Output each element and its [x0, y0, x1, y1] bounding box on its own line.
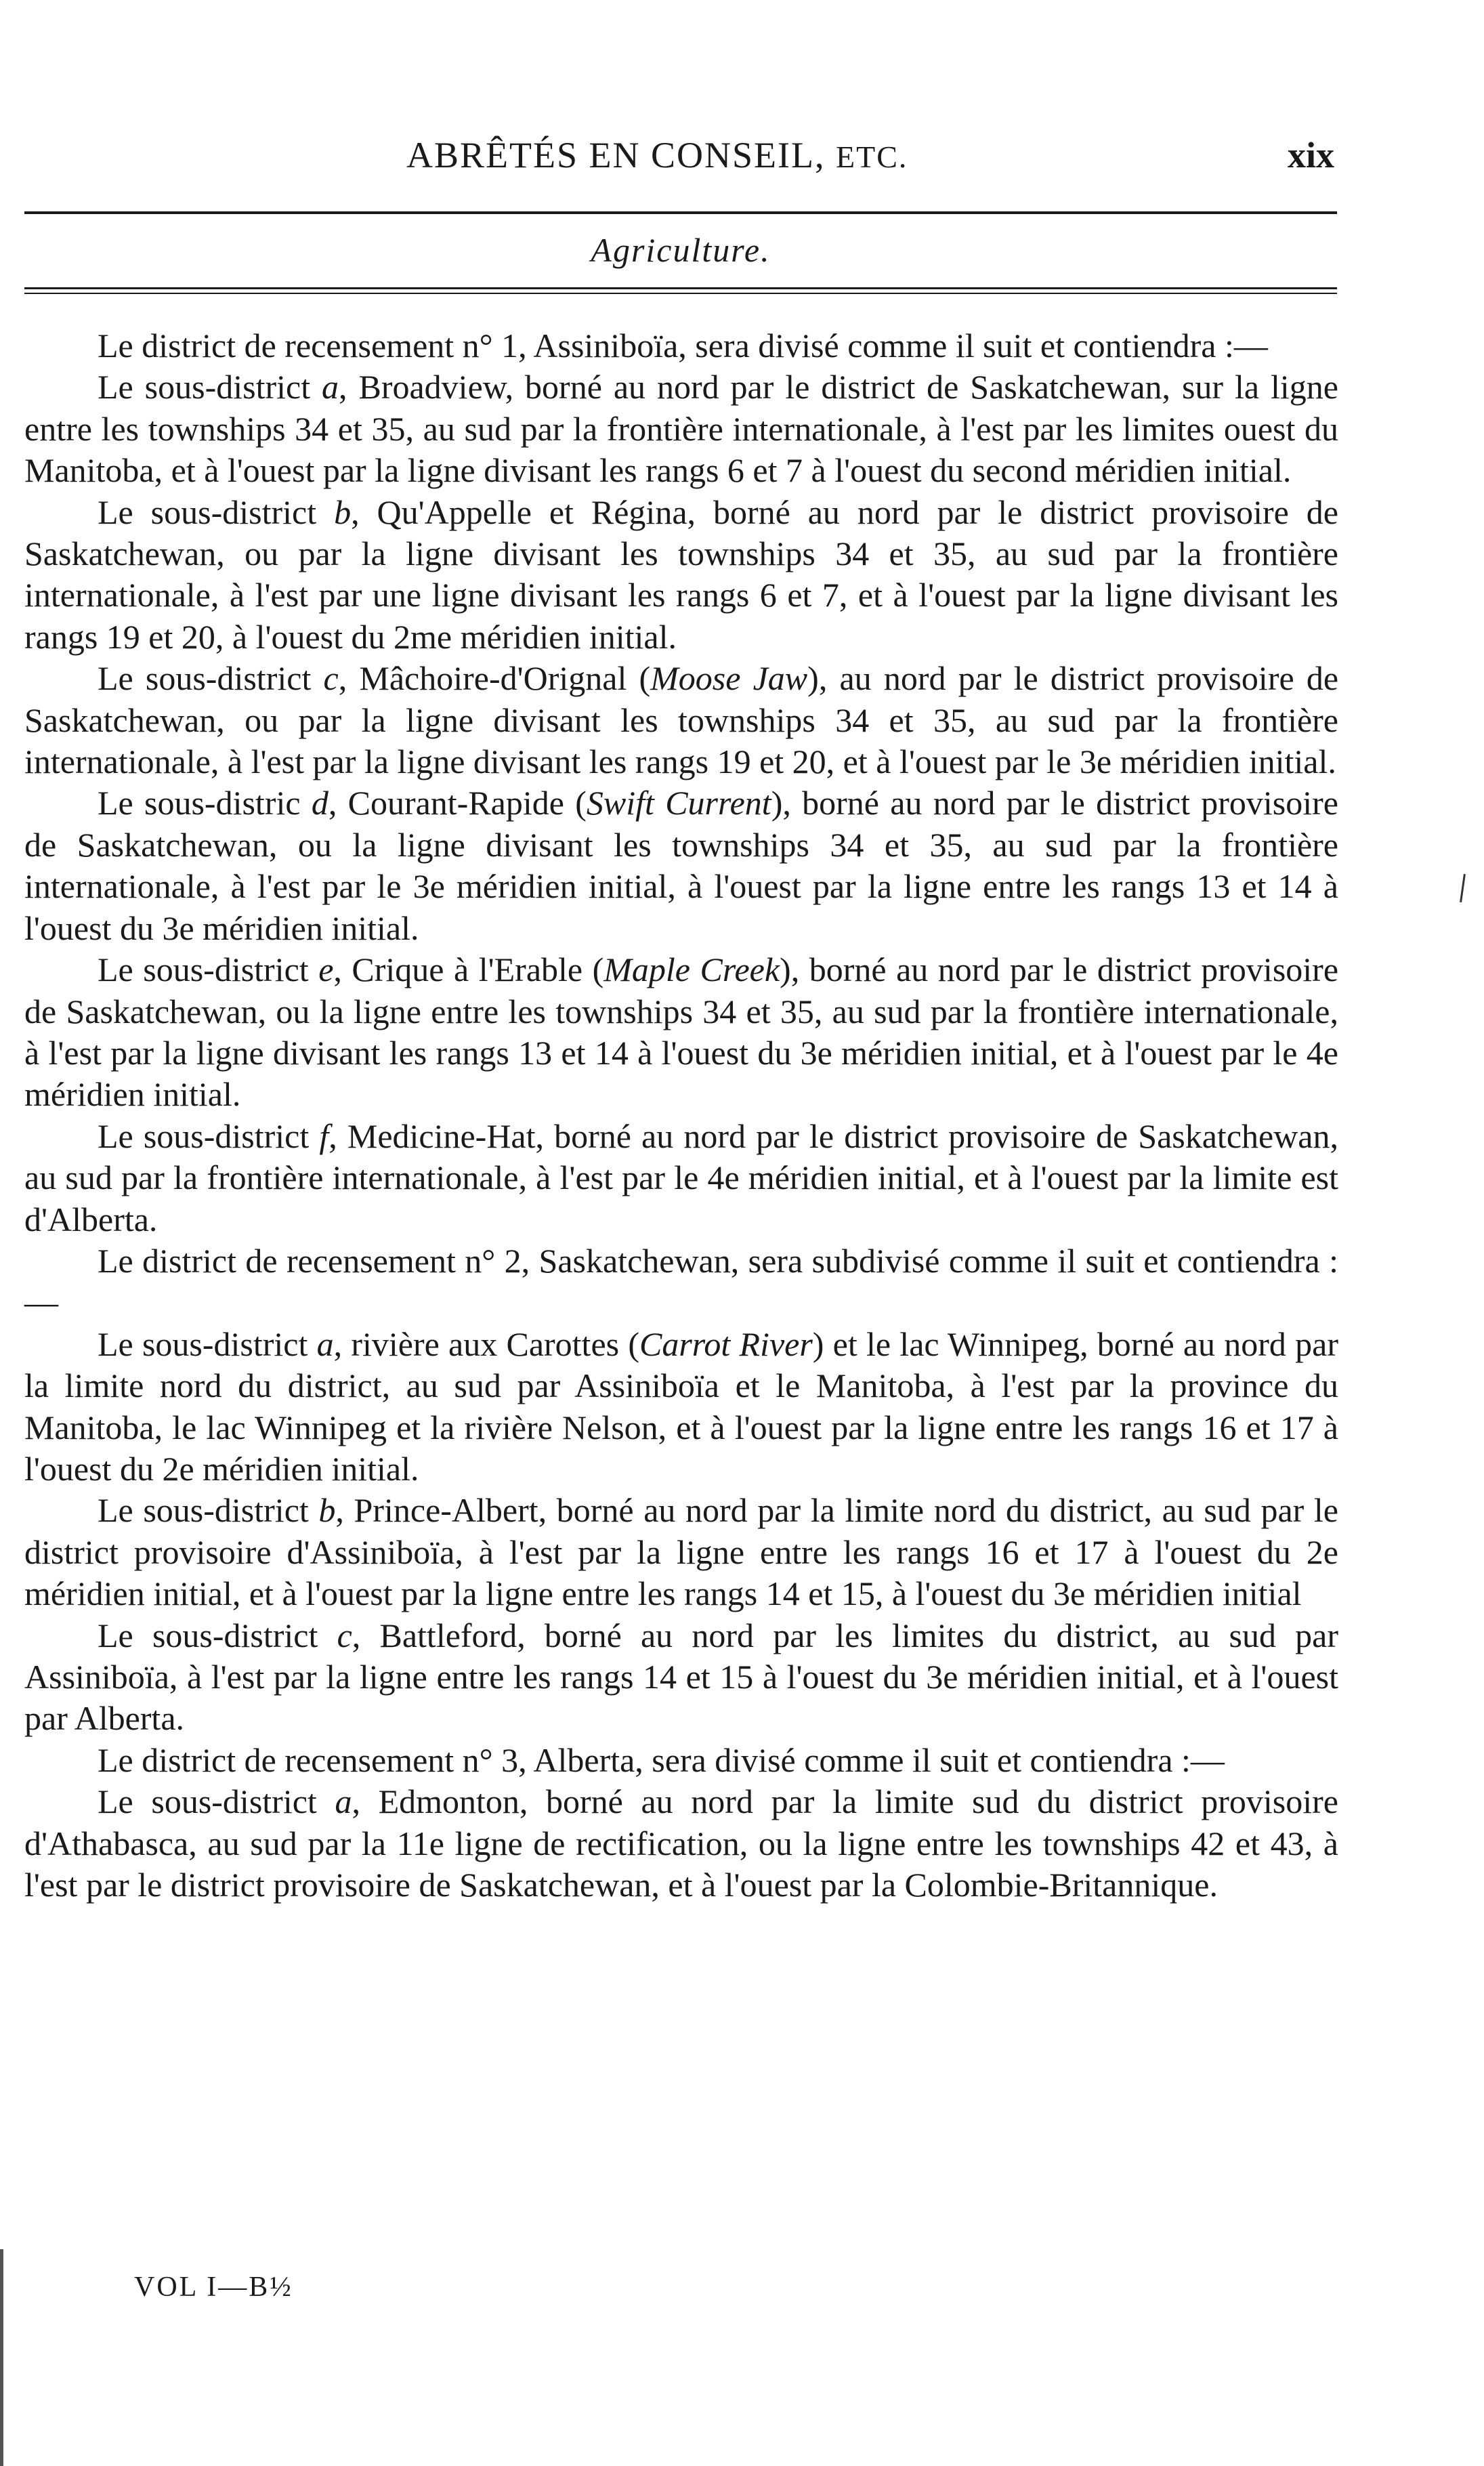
binding-edge — [0, 2249, 3, 2466]
section-rule-double — [24, 293, 1337, 294]
paragraph: Le sous-district a, Broadview, borné au nord par le district de Saskatchewan, sur la ligne entre les townships 34 et 35, au sud par la frontière internationale, à l'est par les limites ouest du Manitoba, et à l'ouest par la ligne divisant les rangs 6 et 7 à l'ouest du second méridien initial. — [24, 368, 1338, 490]
paragraph: Le sous-district b, Prince-Albert, borné au nord par la limite nord du district, au sud par le district provisoire d'Assiniboïa, à l'est par la ligne entre les rangs 16 et 17 à l'ouest du 2e méridien initial, et à l'ouest par la ligne entre les rangs 14 et 15, à l'ouest du 3e méridien initial — [24, 1491, 1338, 1613]
subdistrict-letter: f — [319, 1116, 329, 1155]
subdistrict-letter: d — [311, 784, 328, 822]
page-number: xix — [1287, 135, 1334, 175]
section-rule — [24, 287, 1337, 289]
paragraph: Le sous-district c, Battleford, borné au nord par les limites du district, au sud par Assiniboïa, à l'est par la ligne entre les rangs 14 et 15 à l'ouest du 3e méridien initial, et à l'ouest par Alberta. — [24, 1616, 1339, 1738]
margin-mark — [1460, 874, 1466, 902]
english-name: Moose Jaw — [650, 659, 808, 698]
subdistrict-letter: b — [318, 1491, 336, 1530]
running-title-suffix: ETC. — [836, 140, 908, 174]
header-rule — [24, 211, 1337, 214]
paragraph: Le district de recensement n° 2, Saskatchewan, sera subdivisé comme il suit et contiendra :— — [24, 1241, 1338, 1322]
english-name: Maple Creek — [603, 950, 780, 989]
paragraph: Le sous-district f, Medicine-Hat, borné au nord par le district provisoire de Saskatchewan, au sud par la frontière internationale, à l'est par le 4e méridien initial, et à l'ouest par la limite est d'Alberta. — [24, 1116, 1338, 1238]
running-head — [27, 134, 1334, 182]
paragraph: Le sous-district b, Qu'Appelle et Régina, borné au nord par le district provisoire de Saskatchewan, ou par la ligne divisant les townships 34 et 35, au sud par la frontière internationale, à l'est par une ligne divisant les rangs 6 et 7, et à l'ouest par la ligne divisant les rangs 19 et 20, à l'ouest du 2me méridien initial. — [24, 493, 1338, 656]
english-name: Swift Current — [586, 784, 771, 822]
section-title: Agriculture. — [591, 231, 771, 269]
paragraph: Le district de recensement n° 1, Assiniboïa, sera divisé comme il suit et contiendra :— — [98, 327, 1268, 364]
subdistrict-letter: c — [337, 1616, 352, 1654]
running-title: ABRÊTÉS EN CONSEIL, ETC. — [406, 135, 908, 175]
paragraph: Le sous-district a, Edmonton, borné au nord par la limite sud du district provisoire d'Athabasca, au sud par la 11e ligne de rectification, ou la ligne entre les townships 42 et 43, à l'est par le district provisoire de Saskatchewan, et à l'ouest par la Colombie-Britannique. — [24, 1782, 1338, 1904]
signature-mark: VOL I—B½ — [134, 2272, 293, 2303]
body-text — [24, 325, 1338, 1906]
subdistrict-letter: a — [322, 368, 339, 406]
paragraph: Le sous-distric d, Courant-Rapide (Swift Current), borné au nord par le district provisoire de Saskatchewan, ou la ligne divisant les townships 34 et 35, au sud par la frontière internationale, à l'est par le 3e méridien initial, à l'ouest par la ligne entre les rangs 13 et 14 à l'ouest du 3e méridien initial. — [24, 784, 1338, 947]
subdistrict-letter: e — [318, 950, 334, 989]
english-name: Carrot River — [639, 1324, 813, 1363]
subdistrict-letter: a — [316, 1324, 334, 1363]
subdistrict-letter: b — [334, 493, 352, 531]
paragraph: Le sous-district e, Crique à l'Erable (Maple Creek), borné au nord par le district provisoire de Saskatchewan, ou la ligne entre les townships 34 et 35, au sud par la frontière internationale, à l'est par la ligne divisant les rangs 13 et 14 à l'ouest du 3e méridien initial, et à l'ouest par le 4e méridien initial. — [24, 950, 1339, 1114]
paragraph: Le district de recensement n° 3, Alberta, sera divisé comme il suit et contiendra :— — [98, 1740, 1225, 1779]
subdistrict-letter: c — [323, 659, 339, 698]
paragraph: Le sous-district c, Mâchoire-d'Orignal (Moose Jaw), au nord par le district provisoire de Saskatchewan, ou par la ligne divisant les townships 34 et 35, au sud par la frontière internationale, à l'est par la ligne divisant les rangs 19 et 20, et à l'ouest par le 3e méridien initial. — [24, 659, 1339, 781]
paragraph: Le sous-district a, rivière aux Carottes (Carrot River) et le lac Winnipeg, borné au nord par la limite nord du district, au sud par Assiniboïa et le Manitoba, à l'est par la province du Manitoba, le lac Winnipeg et la rivière Nelson, et à l'ouest par la ligne entre les rangs 16 et 17 à l'ouest du 2e méridien initial. — [24, 1324, 1339, 1488]
subdistrict-letter: a — [335, 1782, 352, 1821]
